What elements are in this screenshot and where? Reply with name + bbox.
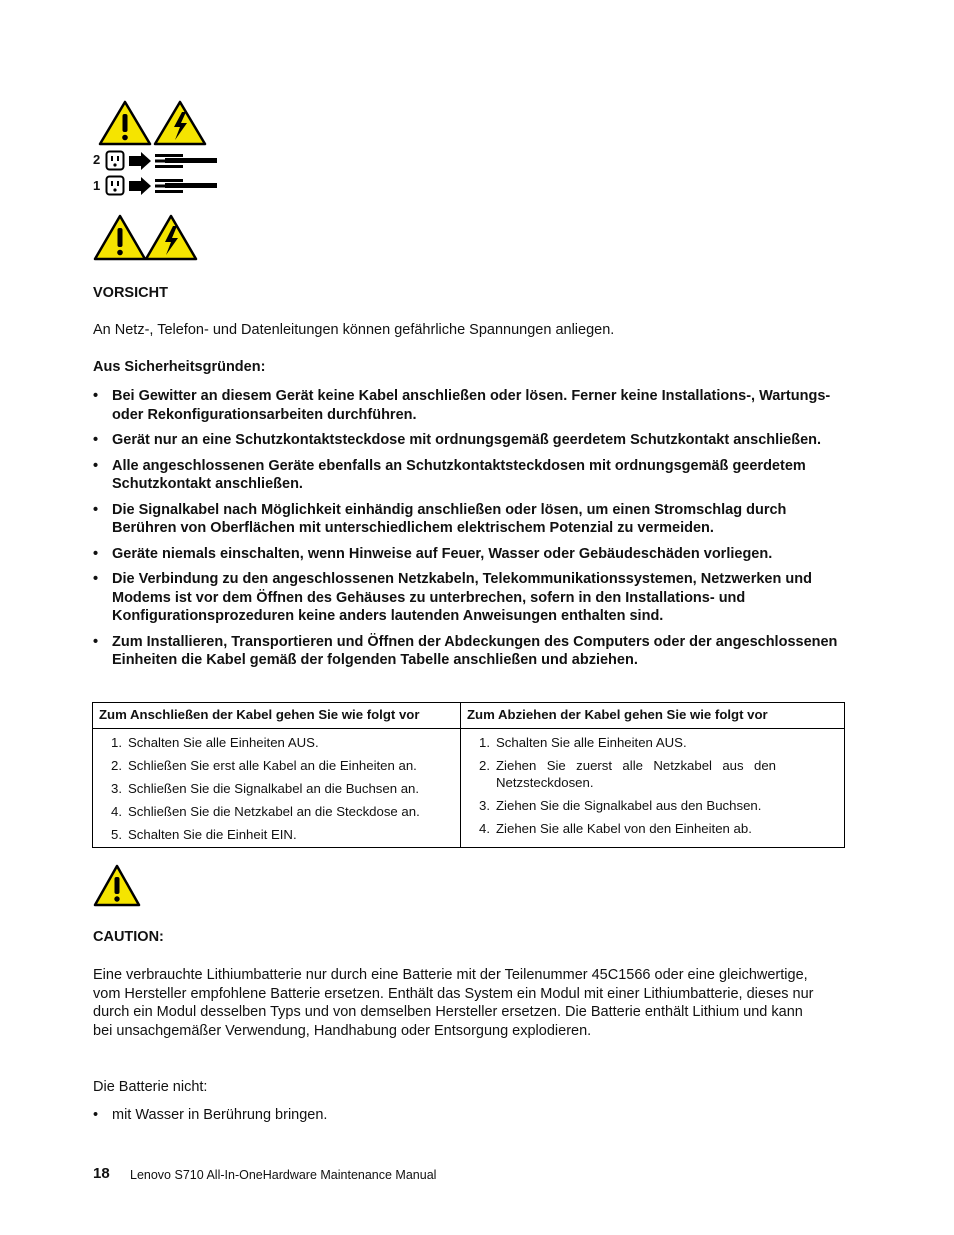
list-item-text: Gerät nur an eine Schutzkontaktsteckdose mit ordnungsgemäß geerdetem Schutzkontakt anschließen. <box>112 432 822 448</box>
list-item-text: Bei Gewitter an diesem Gerät keine Kabel anschließen oder lösen. Ferner keine Installations-, Wartungs- oder Rekonfigurationsarbeiten durchführen. <box>112 388 831 423</box>
outlet-arrow-plug-icon <box>105 175 225 197</box>
list-item: • Bei Gewitter an diesem Gerät keine Kabel anschließen oder lösen. Ferner keine Installations-, Wartungs- oder Rekonfigurationsarbeiten durchführen. <box>93 388 831 423</box>
disconnect-steps-cell <box>461 729 845 848</box>
list-item-text: Alle angeschlossenen Geräte ebenfalls an Schutzkontaktsteckdosen mit ordnungsgemäß geerdetem Schutzkontakt anschließen. <box>112 457 806 492</box>
list-item: 1. Schalten Sie alle Einheiten AUS. <box>111 735 319 750</box>
list-item: 5. Schalten Sie die Einheit EIN. <box>111 827 297 842</box>
warning-triangle-exclamation-icon <box>93 214 203 262</box>
page-number: 18 <box>93 1165 110 1182</box>
list-item: 3. Ziehen Sie die Signalkabel aus den Buchsen. <box>479 798 762 813</box>
warning-triangle-lightning-icon <box>155 102 205 144</box>
list-item: • Gerät nur an eine Schutzkontaktsteckdose mit ordnungsgemäß geerdetem Schutzkontakt anschließen. <box>93 432 822 448</box>
list-item: • Geräte niemals einschalten, wenn Hinweise auf Feuer, Wasser oder Gebäudeschäden vorliegen. <box>93 545 773 562</box>
mid-warning-icons <box>93 214 203 262</box>
list-item-text: Schalten Sie die Einheit EIN. <box>128 827 297 842</box>
list-item: 1. Schalten Sie alle Einheiten AUS. <box>479 735 687 750</box>
list-item: 2. Ziehen Sie zuerst alle Netzkabel aus den Netzsteckdosen. <box>479 758 776 790</box>
disconnect-steps-list <box>461 734 844 837</box>
connect-steps-list <box>93 734 460 843</box>
list-item-text: Geräte niemals einschalten, wenn Hinweise auf Feuer, Wasser oder Gebäudeschäden vorliegen. <box>112 545 773 562</box>
list-item-text: Ziehen Sie zuerst alle Netzkabel aus den Netzsteckdosen. <box>496 758 776 790</box>
list-item: • Die Signalkabel nach Möglichkeit einhändig anschließen oder lösen, um einen Stromschlag durch Berühren von Oberflächen mit unterschiedlichem elektrischem Potenzial zu vermeiden. <box>93 501 787 536</box>
table-header-connect: Zum Anschließen der Kabel gehen Sie wie folgt vor <box>93 703 461 729</box>
table-row <box>93 729 845 848</box>
list-item-text: Die Signalkabel nach Möglichkeit einhändig anschließen oder lösen, um einen Stromschlag durch Berühren von Oberflächen mit unterschiedlichem elektrischem Potenzial zu vermeiden. <box>112 501 787 536</box>
list-item-text: Ziehen Sie alle Kabel von den Einheiten ab. <box>496 821 752 836</box>
list-item: • mit Wasser in Berührung bringen. <box>93 1107 328 1123</box>
list-item: • Die Verbindung zu den angeschlossenen Netzkabeln, Telekommunikationssystemen, Netzwerken und Modems ist vor dem Öffnen des Gehäuses zu unterbrechen, sofern in den Installations- und Konfigurationsprozeduren keine anders lautenden Anweisungen enthalten sind. <box>93 571 812 624</box>
caution-icon-wrap <box>93 864 141 908</box>
connector-row-2 <box>93 150 223 172</box>
warning-triangle-exclamation-icon <box>98 100 208 146</box>
page-footer <box>93 1165 793 1185</box>
top-warning-icons <box>98 100 208 146</box>
connector-row-label: 2 <box>93 152 101 167</box>
list-item-text: Zum Installieren, Transportieren und Öffnen der Abdeckungen des Computers oder der angeschlossenen Einheiten die Kabel gemäß der folgenden Tabelle anschließen und abziehen. <box>112 633 838 668</box>
connector-row-label: 1 <box>93 178 101 193</box>
cable-procedure-table <box>92 702 845 848</box>
footer-title: Lenovo S710 All-In-OneHardware Maintenance Manual <box>130 1168 437 1182</box>
connect-steps-cell <box>93 729 461 848</box>
connector-row-1 <box>93 175 223 197</box>
list-item-text: Die Verbindung zu den angeschlossenen Netzkabeln, Telekommunikationssystemen, Netzwerken und Modems ist vor dem Öffnen des Gehäuses zu unterbrechen, sofern in den Installations- und Konfigurationsprozeduren keine anders lautenden Anweisungen enthalten sind. <box>112 571 812 624</box>
outlet-arrow-plug-icon <box>105 150 225 172</box>
table-header-disconnect: Zum Abziehen der Kabel gehen Sie wie folgt vor <box>461 703 845 729</box>
list-item-text: Schließen Sie die Netzkabel an die Steckdose an. <box>128 804 420 819</box>
battery-bullet-list <box>93 1106 793 1125</box>
list-item: 2. Schließen Sie erst alle Kabel an die Einheiten an. <box>111 758 417 773</box>
vorsicht-subheading: Aus Sicherheitsgründen: <box>93 359 266 375</box>
list-item: 4. Schließen Sie die Netzkabel an die Steckdose an. <box>111 804 420 819</box>
list-item-text: Schalten Sie alle Einheiten AUS. <box>496 735 687 750</box>
list-item: 4. Ziehen Sie alle Kabel von den Einheiten ab. <box>479 821 752 836</box>
list-item: • Zum Installieren, Transportieren und Öffnen der Abdeckungen des Computers oder der angeschlossenen Einheiten die Kabel gemäß der folgenden Tabelle anschließen und abziehen. <box>93 633 838 668</box>
battery-intro: Die Batterie nicht: <box>93 1079 208 1095</box>
table-header-row <box>93 703 845 729</box>
list-item: • Alle angeschlossenen Geräte ebenfalls an Schutzkontaktsteckdosen mit ordnungsgemäß geerdetem Schutzkontakt anschließen. <box>93 457 806 492</box>
list-item-text: Schließen Sie erst alle Kabel an die Einheiten an. <box>128 758 417 773</box>
caution-heading: CAUTION: <box>93 929 164 945</box>
list-item-text: Schalten Sie alle Einheiten AUS. <box>128 735 319 750</box>
vorsicht-heading: VORSICHT <box>93 285 168 301</box>
list-item-text: Ziehen Sie die Signalkabel aus den Buchsen. <box>496 798 762 813</box>
safety-bullet-list <box>93 387 845 670</box>
vorsicht-intro: An Netz-, Telefon- und Datenleitungen können gefährliche Spannungen anliegen. <box>93 322 615 338</box>
warning-triangle-lightning-icon <box>146 216 196 259</box>
list-item: 3. Schließen Sie die Signalkabel an die Buchsen an. <box>111 781 420 796</box>
list-item-text: mit Wasser in Berührung bringen. <box>112 1107 328 1123</box>
list-item-text: Schließen Sie die Signalkabel an die Buchsen an. <box>128 781 420 796</box>
warning-triangle-exclamation-icon <box>93 864 141 908</box>
caution-paragraph: Eine verbrauchte Lithiumbatterie nur durch eine Batterie mit der Teilenummer 45C1566 oder eine gleichwertige, vom Hersteller empfohlene Batterie ersetzen. Enthält das System ein Modul mit einer Lithiumbatterie, dieses nur durch ein Modul desselben Typs und von demselben Hersteller ersetzen. Die Batterie enthält Lithium und kann bei unsachgemäßer Verwendung, Handhabung oder Entsorgung explodieren. <box>93 967 814 1039</box>
